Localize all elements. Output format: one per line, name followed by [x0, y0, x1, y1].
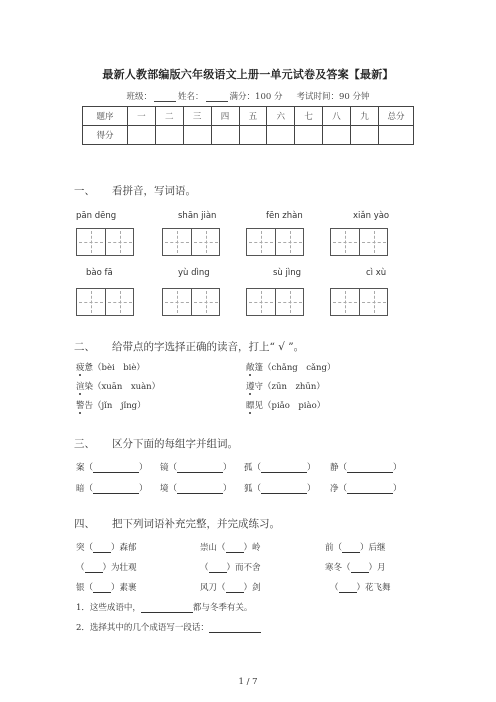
word-group: 镜（ ）	[160, 463, 232, 473]
answer-blank[interactable]	[93, 583, 111, 593]
reading-item: 渲染（xuān xuàn）	[76, 382, 161, 392]
answer-blank[interactable]	[339, 583, 357, 593]
score-cell[interactable]	[323, 126, 351, 145]
answer-blank[interactable]	[261, 484, 307, 494]
score-cell[interactable]	[183, 126, 211, 145]
section-3-heading	[74, 436, 238, 451]
pinyin-label: pān dēng	[76, 211, 117, 221]
writing-grid[interactable]	[330, 228, 388, 256]
name-label: 姓名：	[178, 92, 204, 102]
pinyin-label: xiǎn yào	[353, 211, 390, 221]
score-header-cell: 八	[323, 107, 351, 126]
writing-grid[interactable]	[330, 288, 388, 316]
answer-blank[interactable]	[93, 463, 139, 473]
section-number: 一、	[74, 185, 95, 197]
dotted-char: 警	[76, 401, 85, 411]
writing-grid[interactable]	[76, 228, 134, 256]
section-number: 三、	[74, 438, 95, 450]
reading-item: 警告（jǐn jǐng）	[76, 401, 146, 411]
score-header-cell: 二	[155, 107, 183, 126]
score-header-cell: 七	[295, 107, 323, 126]
reading-item: 遵守（zūn zhūn）	[246, 382, 325, 392]
score-cell[interactable]	[211, 126, 239, 145]
score-table	[82, 106, 414, 145]
answer-blank[interactable]	[93, 484, 139, 494]
score-table-header-row	[83, 107, 414, 126]
answer-blank[interactable]	[209, 623, 261, 633]
answer-blank[interactable]	[226, 543, 244, 553]
score-row-label: 得分	[83, 126, 128, 145]
idiom-item: 前（ ）后继	[325, 543, 386, 553]
answer-blank[interactable]	[351, 563, 369, 573]
score-cell[interactable]	[351, 126, 379, 145]
answer-blank[interactable]	[342, 543, 360, 553]
question-2: 2．选择其中的几个成语写一段话：	[76, 621, 261, 633]
section-title: 给带点的字选择正确的读音，打上“ √ ”。	[112, 341, 305, 353]
dotted-char: 渲	[76, 382, 85, 392]
pinyin-label: cì xù	[366, 268, 387, 278]
idiom-item: 银（ ）素裹	[76, 583, 137, 593]
dotted-char: 疲	[76, 363, 85, 373]
dotted-char: 遵	[246, 382, 255, 392]
idiom-item: 寒冬（ ）月	[325, 563, 386, 573]
idiom-item: 风刀（ ）剑	[200, 583, 261, 593]
answer-blank[interactable]	[347, 463, 393, 473]
score-cell[interactable]	[155, 126, 183, 145]
word-group: 暗（ ）	[76, 484, 148, 494]
dotted-char: 敞	[246, 363, 255, 373]
score-label: 满分：100 分	[229, 92, 283, 102]
answer-blank[interactable]	[85, 563, 103, 573]
score-cell[interactable]	[267, 126, 295, 145]
class-blank	[154, 93, 176, 102]
pinyin-label: yù dìng	[178, 268, 210, 278]
answer-blank[interactable]	[177, 484, 223, 494]
score-cell[interactable]	[379, 126, 414, 145]
pinyin-label: shān jiàn	[178, 211, 217, 221]
answer-blank[interactable]	[261, 463, 307, 473]
section-4-heading	[74, 516, 280, 531]
reading-item: 疲惫（bèi biè）	[76, 363, 145, 373]
pinyin-label: fēn zhàn	[266, 211, 303, 221]
score-header-cell: 三	[183, 107, 211, 126]
dotted-char: 瞟	[246, 401, 255, 411]
score-table-score-row	[83, 126, 414, 145]
score-cell[interactable]	[295, 126, 323, 145]
word-group: 静（ ）	[330, 463, 402, 473]
section-title: 区分下面的每组字并组词。	[112, 438, 238, 450]
score-header-cell: 题序	[83, 107, 128, 126]
word-group: 孤（ ）	[244, 463, 316, 473]
idiom-item: 崇山（ ）岭	[200, 543, 261, 553]
score-cell[interactable]	[128, 126, 156, 145]
exam-meta	[0, 90, 496, 102]
word-group: 案（ ）	[76, 463, 148, 473]
answer-blank[interactable]	[177, 463, 223, 473]
writing-grid[interactable]	[246, 228, 304, 256]
writing-grid[interactable]	[162, 228, 220, 256]
name-blank	[206, 93, 228, 102]
answer-blank[interactable]	[209, 563, 227, 573]
section-title: 把下列词语补充完整，并完成练习。	[112, 518, 280, 530]
answer-blank[interactable]	[347, 484, 393, 494]
reading-item: 瞟见（piǎo piào）	[246, 401, 326, 411]
score-header-cell: 九	[351, 107, 379, 126]
score-header-cell: 五	[239, 107, 267, 126]
score-header-cell: 六	[267, 107, 295, 126]
word-group: 境（ ）	[160, 484, 232, 494]
answer-blank[interactable]	[93, 543, 111, 553]
pinyin-label: bào fā	[86, 268, 113, 278]
idiom-item: （ ）为壮观	[76, 563, 137, 573]
score-header-cell: 一	[128, 107, 156, 126]
answer-blank[interactable]	[226, 583, 244, 593]
score-header-cell: 四	[211, 107, 239, 126]
writing-grid[interactable]	[246, 288, 304, 316]
score-header-cell: 总分	[379, 107, 414, 126]
section-1-heading	[74, 183, 196, 198]
word-group: 净（ ）	[330, 484, 402, 494]
section-2-heading	[74, 339, 304, 354]
section-number: 二、	[74, 341, 95, 353]
idiom-item: （ ）而不舍	[200, 563, 261, 573]
section-title: 看拼音，写词语。	[112, 185, 196, 197]
idiom-item: 突（ ）森郁	[76, 543, 137, 553]
class-label: 班级：	[126, 92, 153, 102]
page-number: 1 / 7	[238, 677, 258, 687]
question-1: 1．这些成语中， 都与冬季有关。	[76, 603, 253, 613]
page-title: 最新人教部编版六年级语文上册一单元试卷及答案【最新】	[102, 68, 394, 81]
pinyin-label: sù jìng	[273, 268, 302, 278]
reading-item: 敞篷（chǎng cǎng）	[246, 363, 336, 373]
time-label: 考试时间：90 分钟	[296, 92, 370, 102]
writing-grid[interactable]	[162, 288, 220, 316]
answer-blank[interactable]	[141, 603, 193, 613]
idiom-item: （ ）花飞舞	[330, 583, 391, 593]
score-cell[interactable]	[239, 126, 267, 145]
section-number: 四、	[74, 518, 95, 530]
word-group: 狐（ ）	[244, 484, 316, 494]
writing-grid[interactable]	[76, 288, 134, 316]
